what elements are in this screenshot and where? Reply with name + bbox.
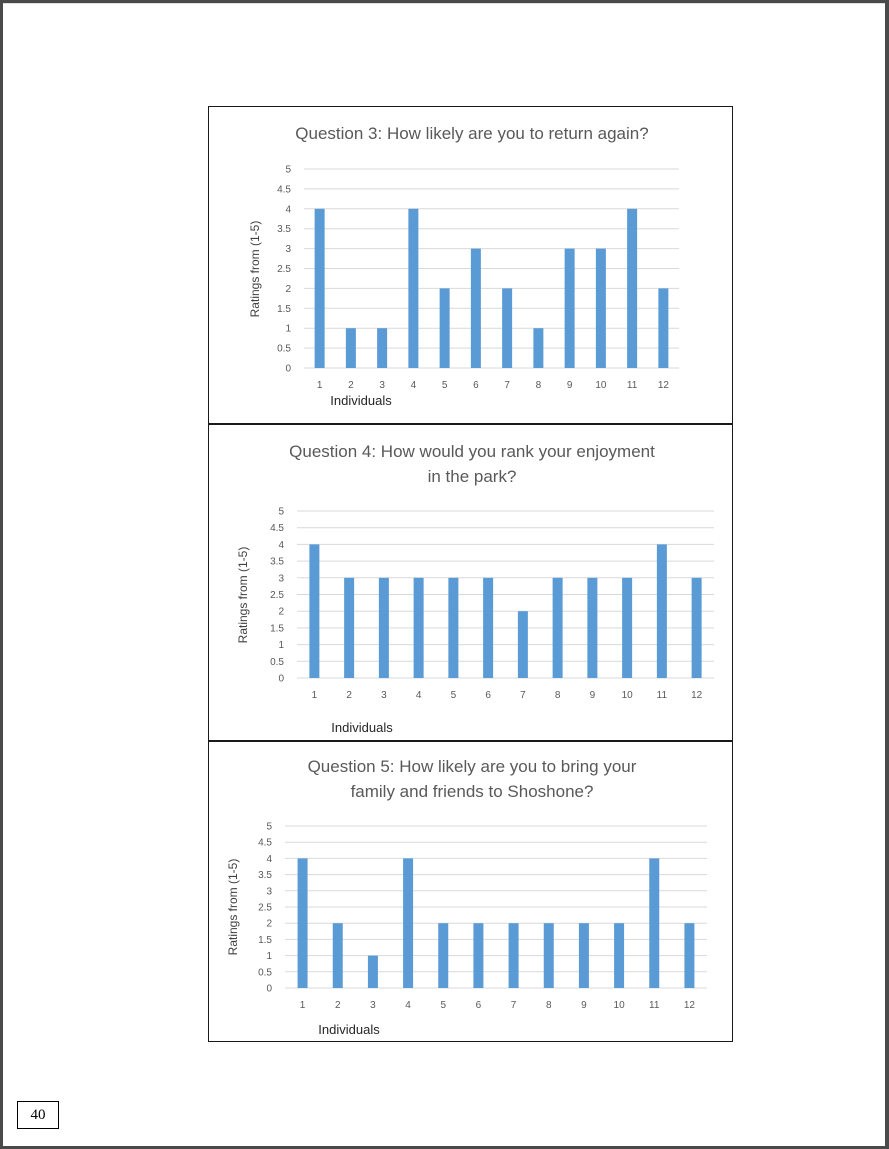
x-tick-label: 2	[334, 1000, 341, 1011]
bar	[565, 249, 575, 368]
bar	[346, 328, 356, 368]
y-tick-label: 0	[266, 983, 272, 995]
x-tick-label: 7	[520, 690, 526, 701]
y-tick-label: 1	[285, 323, 291, 335]
y-axis-label: Ratings from (1-5)	[248, 220, 262, 318]
y-tick-label: 1.5	[258, 934, 272, 946]
x-tick-label: 1	[316, 380, 323, 391]
bar	[438, 923, 448, 988]
chart-title: Question 5: How likely are you to bring your	[307, 757, 637, 776]
bar	[684, 923, 694, 988]
chart-title: Question 3: How likely are you to return again?	[295, 124, 649, 143]
x-tick-label: 12	[657, 380, 669, 391]
x-tick-label: 4	[415, 690, 422, 701]
bar	[553, 578, 563, 678]
bar	[518, 611, 528, 678]
bar	[414, 578, 424, 678]
bar	[379, 578, 389, 678]
y-tick-label: 1	[278, 640, 284, 652]
bar	[333, 923, 343, 988]
bar	[471, 249, 481, 368]
bar	[309, 544, 319, 678]
y-tick-label: 2	[285, 283, 291, 295]
x-tick-label: 5	[450, 690, 457, 701]
bar	[657, 544, 667, 678]
x-tick-label: 12	[683, 1000, 695, 1011]
y-tick-label: 0.5	[270, 656, 284, 668]
bar	[315, 209, 325, 368]
y-tick-label: 4.5	[270, 523, 284, 535]
bar	[298, 858, 308, 988]
x-tick-label: 2	[348, 380, 354, 391]
x-tick-label: 4	[410, 380, 417, 391]
x-tick-label: 10	[613, 1000, 625, 1011]
bar	[509, 923, 519, 988]
x-tick-label: 8	[554, 690, 561, 701]
bar	[596, 249, 606, 368]
x-tick-label: 11	[626, 380, 638, 391]
x-tick-label: 6	[475, 1000, 482, 1011]
x-axis-label: Individuals	[318, 1022, 380, 1037]
chart-question-4	[208, 424, 733, 741]
y-tick-label: 3	[278, 573, 284, 585]
page-number: 40	[17, 1101, 59, 1129]
y-tick-label: 3.5	[277, 224, 291, 236]
x-tick-label: 5	[441, 380, 448, 391]
x-tick-label: 5	[440, 1000, 447, 1011]
x-tick-label: 1	[311, 690, 318, 701]
bar	[483, 578, 493, 678]
y-tick-label: 1.5	[270, 623, 284, 635]
y-tick-label: 2	[278, 606, 284, 618]
x-axis-label: Individuals	[330, 393, 392, 408]
x-tick-label: 3	[370, 1000, 376, 1011]
bar	[377, 328, 387, 368]
bar	[587, 578, 597, 678]
bar	[502, 288, 512, 368]
y-tick-label: 0	[285, 363, 291, 375]
bar	[692, 578, 702, 678]
x-tick-label: 2	[346, 690, 352, 701]
y-tick-label: 2.5	[277, 264, 291, 275]
y-tick-label: 5	[266, 821, 272, 833]
y-tick-label: 2.5	[270, 590, 284, 601]
bar	[473, 923, 483, 988]
y-tick-label: 2	[266, 918, 272, 930]
y-axis-label: Ratings from (1-5)	[236, 546, 250, 644]
bar	[658, 288, 668, 368]
y-tick-label: 0.5	[258, 967, 272, 979]
x-tick-label: 8	[535, 380, 542, 391]
x-tick-label: 6	[473, 380, 479, 391]
chart-title: Question 4: How would you rank your enjoyment	[289, 442, 655, 461]
bar	[579, 923, 589, 988]
bar	[649, 858, 659, 988]
chart-title: family and friends to Shoshone?	[350, 782, 594, 801]
chart-svg	[209, 742, 732, 1041]
bar	[368, 956, 378, 988]
y-tick-label: 4	[266, 853, 272, 865]
chart-question-3	[208, 106, 733, 424]
bar	[544, 923, 554, 988]
document-page	[3, 3, 885, 1146]
x-tick-label: 7	[504, 380, 510, 391]
y-axis-label: Ratings from (1-5)	[226, 858, 240, 956]
y-tick-label: 1	[266, 951, 272, 963]
chart-svg	[209, 107, 732, 423]
x-axis-label: Individuals	[331, 720, 393, 735]
y-tick-label: 4	[278, 539, 284, 551]
bar	[440, 288, 450, 368]
y-tick-label: 3.5	[258, 870, 272, 882]
y-tick-label: 0	[278, 673, 284, 685]
chart-title: in the park?	[427, 467, 517, 486]
y-tick-label: 1.5	[277, 303, 291, 315]
chart-question-5	[208, 741, 733, 1042]
x-tick-label: 9	[589, 690, 596, 701]
y-tick-label: 0.5	[277, 343, 291, 355]
x-tick-label: 4	[405, 1000, 411, 1011]
y-tick-label: 4	[285, 204, 291, 216]
x-tick-label: 8	[545, 1000, 552, 1011]
y-tick-label: 3.5	[270, 556, 284, 568]
x-tick-label: 7	[510, 1000, 517, 1011]
bar	[344, 578, 354, 678]
bar	[533, 328, 543, 368]
y-tick-label: 5	[278, 506, 284, 518]
bar	[627, 209, 637, 368]
y-tick-label: 4.5	[277, 184, 291, 196]
bar	[448, 578, 458, 678]
x-tick-label: 11	[656, 690, 668, 701]
chart-svg	[209, 425, 732, 740]
x-tick-label: 11	[649, 1000, 660, 1011]
bar	[614, 923, 624, 988]
y-tick-label: 3	[285, 244, 291, 256]
bar	[403, 858, 413, 988]
y-tick-label: 2.5	[258, 902, 272, 914]
x-tick-label: 3	[379, 380, 385, 391]
x-tick-label: 10	[595, 380, 607, 391]
x-tick-label: 9	[566, 380, 573, 391]
x-tick-label: 12	[691, 690, 703, 701]
y-tick-label: 3	[266, 886, 272, 898]
y-tick-label: 5	[285, 164, 291, 176]
bar	[408, 209, 418, 368]
x-tick-label: 10	[621, 690, 633, 701]
x-tick-label: 6	[485, 690, 491, 701]
x-tick-label: 1	[299, 1000, 306, 1011]
x-tick-label: 9	[581, 1000, 587, 1011]
bar	[622, 578, 632, 678]
x-tick-label: 3	[381, 690, 387, 701]
y-tick-label: 4.5	[258, 837, 272, 849]
